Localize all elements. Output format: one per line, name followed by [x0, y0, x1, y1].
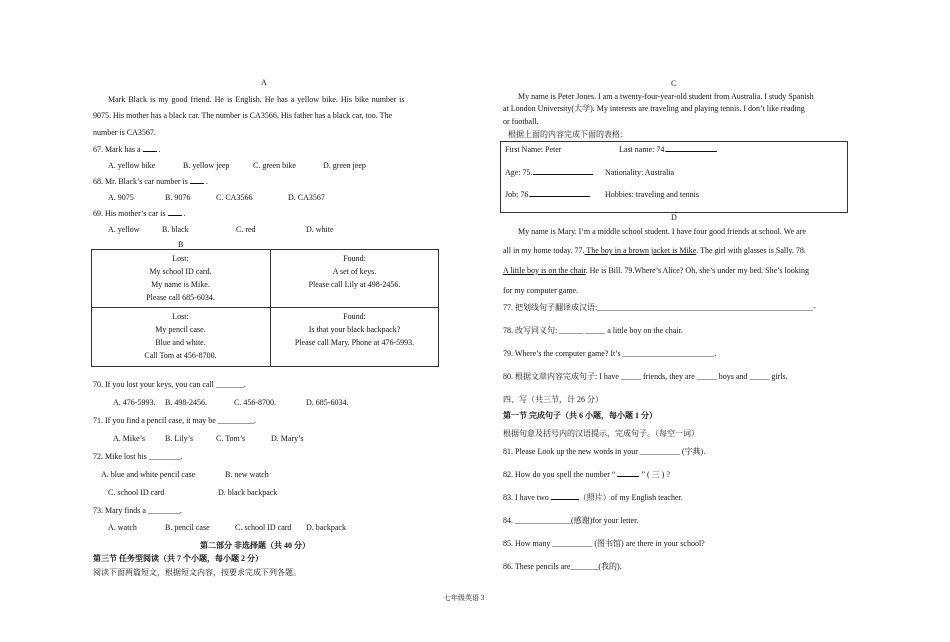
table-cell-found-2-line-2: Is that your black backpack?: [308, 325, 401, 334]
passage-a-line-1: Mark Black is my good friend. He is English. He has a yellow bike. His bike number is: [108, 95, 405, 104]
q73-option-d[interactable]: D. backpack: [306, 523, 346, 532]
q71-option-c[interactable]: C. Tom’s: [216, 434, 246, 443]
underlined-sentence-78: A little boy is on the chair: [503, 266, 586, 275]
question-73: 73. Mary finds a ________.: [93, 506, 182, 515]
passage-d-line-2: all in my home today. 77. The boy in a brown jacket is Mike. The girl with glasses is Sally. 78.: [503, 246, 806, 255]
q72-option-d[interactable]: D. black backpack: [218, 488, 278, 497]
table-cell-found-2-line-1: Found:: [343, 312, 366, 321]
question-79: 79. Where’s the computer game? It’s _______________________.: [503, 349, 717, 358]
table-cell-lost-1-line-3: My name is Mike.: [151, 280, 210, 289]
table-cell-lost-1-line-2: My school ID card.: [149, 267, 212, 276]
question-77: 77. 把划线句子翻译成汉语:______________________________________________________-: [503, 303, 816, 312]
table-cell-lost-1-line-4: Please call 685-6034.: [146, 293, 215, 302]
q69-option-d[interactable]: D. white: [306, 225, 334, 234]
q70-option-d[interactable]: D. 685-6034.: [306, 398, 349, 407]
q67-option-d[interactable]: D. green jeep: [323, 161, 366, 170]
table-cell-found-1-line-2: A set of keys.: [332, 267, 377, 276]
answer-blank-75[interactable]: [533, 174, 593, 175]
form-age: Age: 75.: [505, 168, 593, 178]
q69-option-b[interactable]: B. black: [162, 225, 189, 234]
q67-option-a[interactable]: A. yellow bike: [108, 161, 156, 170]
question-84: 84. ______________(感谢)for your letter.: [503, 516, 639, 525]
q72-option-c[interactable]: C. school ID card: [108, 488, 165, 497]
passage-a-line-2: 9075. His mother has a black car. The number is CA3566. His father has a black car, too. The: [93, 111, 393, 120]
question-83: 83. I have two （照片）of my English teacher.: [503, 493, 683, 502]
question-69: 69. His mother’s car is .: [93, 209, 186, 218]
table-divider-horizontal: [91, 307, 439, 308]
passage-a-line-3: number is CA3567.: [93, 128, 156, 137]
form-nationality: Nationality: Australia: [605, 168, 675, 177]
question-86: 86. These pencils are_______(我的).: [503, 562, 622, 571]
answer-blank-74[interactable]: [666, 151, 717, 152]
passage-c-line-2: at London University(大学). My interests are traveling and playing tennis. I don’t like reading: [503, 104, 805, 113]
q72-option-b[interactable]: B. new watch: [225, 470, 269, 479]
table-cell-lost-2-line-3: Blue and white.: [155, 338, 206, 347]
q71-option-d[interactable]: D. Mary’s: [271, 434, 304, 443]
passage-d-heading: D: [671, 213, 677, 222]
section-one-instructions: 根据句意及括号内的汉语提示，完成句子。（每空一词）: [503, 429, 699, 438]
q70-option-a[interactable]: A. 476-5993.: [113, 398, 156, 407]
part-four-heading: 四、写（共三节，计 26 分）: [503, 395, 603, 404]
answer-blank-76[interactable]: [530, 196, 590, 197]
section-three-heading: 第三节 任务型阅读（共 7 个小题，每小题 2 分）: [93, 554, 263, 563]
q68-option-c[interactable]: C. CA3566: [216, 193, 253, 202]
question-71: 71. If you find a pencil case, it may be _________.: [93, 416, 256, 425]
passage-c-heading: C: [671, 79, 677, 88]
q70-option-b[interactable]: B. 498-2456.: [165, 398, 207, 407]
question-68: 68. Mr. Black’s car number is .: [93, 177, 208, 186]
answer-blank-82[interactable]: [617, 476, 639, 477]
passage-c-line-1: My name is Peter Jones. I am a twenty-four-year-old student from Australia. I study Spanish: [518, 92, 814, 101]
passage-b-heading: B: [178, 240, 184, 249]
q67-option-c[interactable]: C. green bike: [253, 161, 296, 170]
passage-d-line-1: My name is Mary. I’m a middle school student. I have four good friends at school. We are: [518, 227, 806, 236]
q72-option-a[interactable]: A. blue and white pencil case: [101, 470, 196, 479]
form-hobbies: Hobbies: traveling and tennis: [605, 190, 699, 199]
q70-option-c[interactable]: C. 456-8700.: [234, 398, 276, 407]
section-one-heading: 第一节 完成句子（共 6 小题，每小题 1 分）: [503, 411, 657, 420]
question-72: 72. Mike lost his ________.: [93, 452, 183, 461]
q67-option-b[interactable]: B. yellow jeep: [183, 161, 230, 170]
table-cell-lost-2-line-1: Lost:: [172, 312, 189, 321]
passage-a-heading: A: [261, 78, 267, 87]
passage-c-line-3: or football.: [503, 117, 539, 126]
question-85: 85. How many __________ (图书馆) are there in your school?: [503, 539, 705, 548]
q73-option-c[interactable]: C. school ID card: [235, 523, 292, 532]
section-three-instructions: 阅读下面两篇短文，根据短文内容，按要求完成下列各题。: [93, 568, 301, 577]
table-cell-lost-1-line-1: Lost:: [172, 254, 189, 263]
passage-d-line-4: for my computer game.: [503, 286, 579, 295]
passage-d-line-3: A little boy is on the chair. He is Bill. 79.Where’s Alice? Oh, she’s under my bed. She’s looking: [503, 266, 809, 275]
form-last-name: Last name: 74.: [619, 145, 717, 155]
page-footer: 七年级英语 3: [444, 594, 485, 602]
underlined-sentence-77: The boy in a brown jacket is Mike: [584, 246, 697, 255]
passage-c-instructions: 根据上面的内容完成下面的表格：: [508, 130, 628, 139]
q69-option-a[interactable]: A. yellow: [108, 225, 140, 234]
form-first-name: First Name: Peter: [505, 145, 562, 154]
part-two-heading: 第二部分 非选择题（共 40 分）: [200, 541, 310, 550]
q73-option-b[interactable]: B. pencil case: [165, 523, 210, 532]
question-80: 80. 根据文章内容完成句子: I have _____ friends, they are _____ boys and _____ girls.: [503, 372, 788, 381]
q68-option-b[interactable]: B. 9076: [165, 193, 191, 202]
q71-option-a[interactable]: A. Mike’s: [113, 434, 145, 443]
table-cell-lost-2-line-4: Call Tom at 456-8700.: [144, 351, 217, 360]
table-cell-lost-2-line-2: My pencil case.: [155, 325, 206, 334]
q73-option-a[interactable]: A. watch: [108, 523, 137, 532]
q68-option-a[interactable]: A. 9075: [108, 193, 134, 202]
table-cell-found-1-line-3: Please call Lily at 498-2456.: [308, 280, 401, 289]
question-81: 81. Please Look up the new words in your __________ (字典).: [503, 447, 706, 456]
form-job: Job: 76.: [505, 190, 590, 200]
question-78: 78. 改写同义句: ______ _____ a little boy on the chair.: [503, 326, 683, 335]
q71-option-b[interactable]: B. Lily’s: [165, 434, 194, 443]
table-cell-found-2-line-3: Please call Mary. Phone at 476-5993.: [294, 338, 415, 347]
table-cell-found-1-line-1: Found:: [343, 254, 366, 263]
q68-option-d[interactable]: D. CA3567: [288, 193, 325, 202]
question-67: 67. Mark has a .: [93, 145, 161, 154]
q69-option-c[interactable]: C. red: [236, 225, 256, 234]
question-82: 82. How do you spell the number “ ” ( 三 ) ?: [503, 470, 670, 479]
question-70: 70. If you lost your keys, you can call _______.: [93, 380, 246, 389]
answer-blank-83[interactable]: [551, 499, 579, 500]
